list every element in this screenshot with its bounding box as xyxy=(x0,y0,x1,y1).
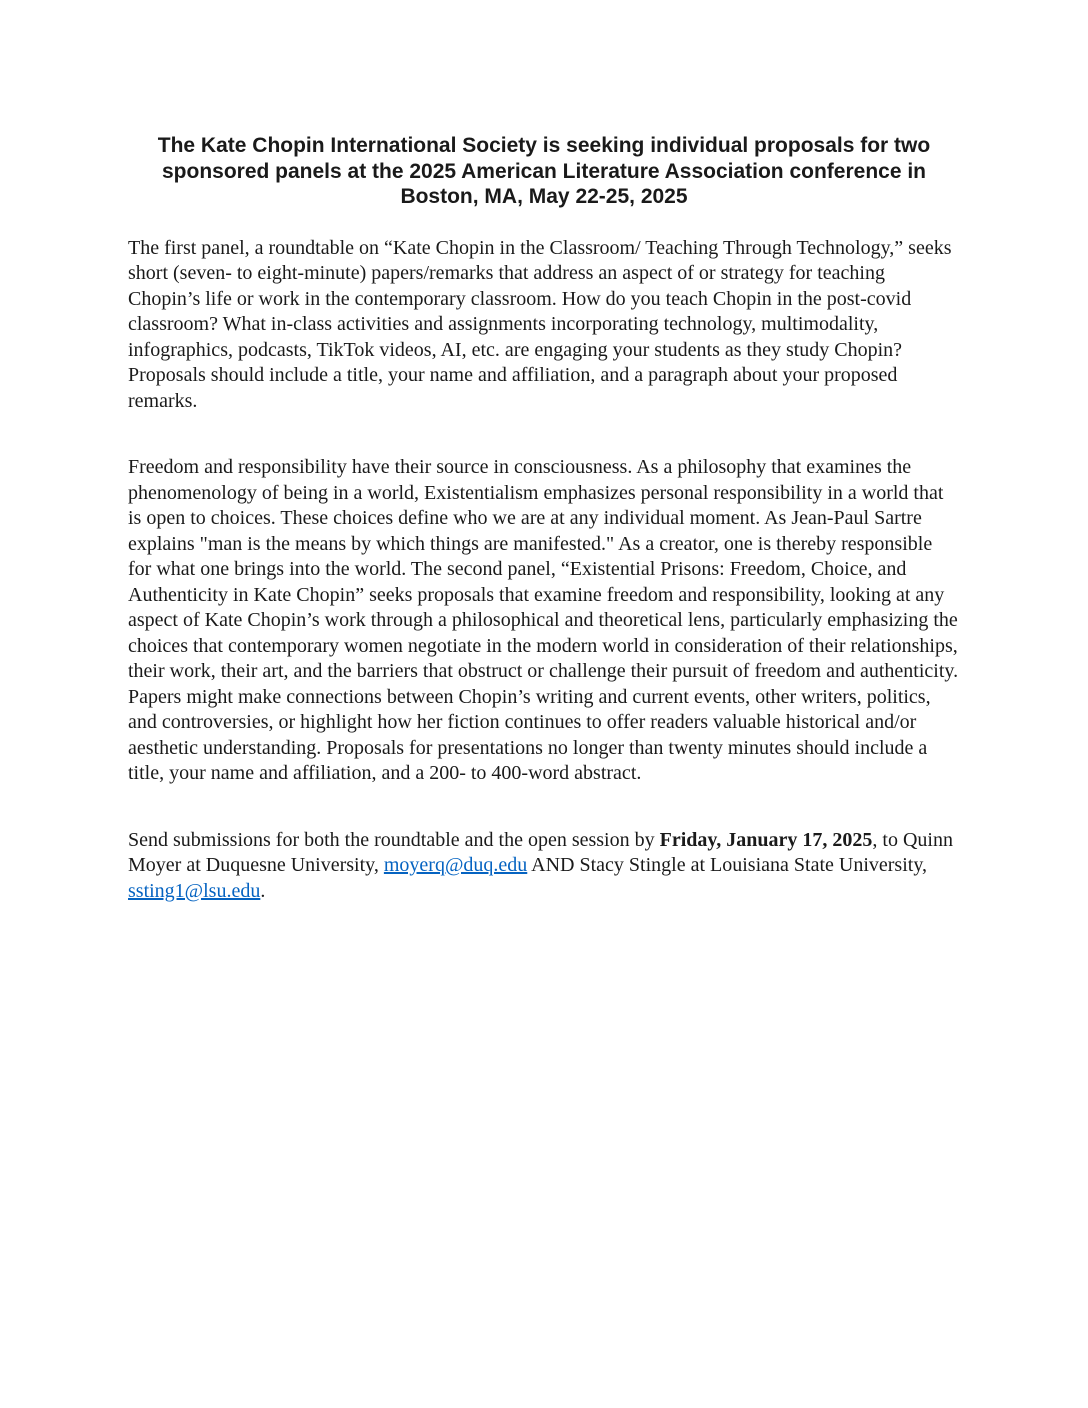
document-title: The Kate Chopin International Society is seeking individual proposals for two sponsored panels at the 2025 American Literature Association conference in Boston, MA, May 22-25, 2025 xyxy=(157,134,931,208)
submission-tail-text: . xyxy=(260,879,266,902)
submission-deadline: Friday, January 17, 2025 xyxy=(659,828,873,851)
submission-mid-text-1: , to Quinn Moyer at Duquesne University, xyxy=(128,828,953,876)
paragraph-roundtable-panel: The first panel, a roundtable on “Kate Chopin in the Classroom/ Teaching Through Technology,” seeks short (seven- to eight-minute) papers/remarks that address an aspect of or strategy for teaching Chopin’s life or work in the contemporary classroom. How do you teach Chopin in the post-covid classroom? What in-class activities and assignments incorporating technology, multimodality, infographics, podcasts, TikTok videos, AI, etc. are engaging your students as they study Chopin? Proposals should include a title, your name and affiliation, and a paragraph about your proposed remarks. xyxy=(128,236,952,412)
email-link-ssting1[interactable]: ssting1@lsu.edu xyxy=(128,879,261,902)
submission-lead-text: Send submissions for both the roundtable and the open session by xyxy=(128,828,660,851)
submission-mid-text-2: AND Stacy Stingle at Louisiana State University, xyxy=(527,854,928,876)
email-link-moyerq[interactable]: moyerq@duq.edu xyxy=(383,854,528,876)
paragraph-existential-panel: Freedom and responsibility have their source in consciousness. As a philosophy that examines the phenomenology of being in a world, Existentialism emphasizes personal responsibility in a world that is open to choices. These choices define who we are at any individual moment. As Jean-Paul Sartre explains "man is the means by which things are manifested." As a creator, one is thereby responsible for what one brings into the world. The second panel, “Existential Prisons: Freedom, Choice, and Authenticity in Kate Chopin” seeks proposals that examine freedom and responsibility, looking at any aspect of Kate Chopin’s work through a philosophical and theoretical lens, particularly emphasizing the choices that contemporary women negotiate in the modern world in consideration of their relationships, their work, their art, and the barriers that obstruct or challenge their pursuit of freedom and authenticity. Papers might make connections between Chopin’s writing and current events, other writers, politics, and controversies, or highlight how her fiction continues to offer readers valuable historical and/or aesthetic understanding. Proposals for presentations no longer than twenty minutes should include a title, your name and affiliation, and a 200- to 400-word abstract. xyxy=(128,456,959,784)
paragraph-submission-instructions xyxy=(128,828,960,905)
